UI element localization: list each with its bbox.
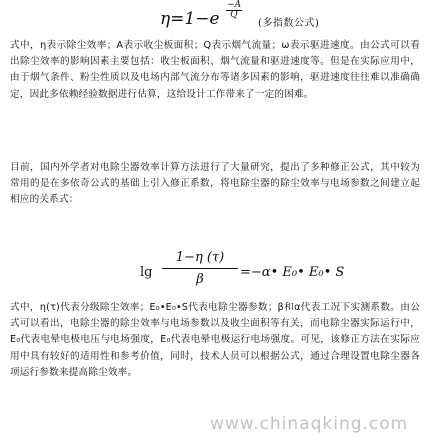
deutsch-formula [0, 0, 429, 34]
formula-fraction [162, 250, 238, 287]
formula-main: η=1−e [160, 9, 220, 29]
watermark-text: www.chinaqking.com [210, 414, 409, 434]
formula-note: (多指数公式) [258, 18, 320, 29]
formula-lg: lg [140, 265, 153, 280]
formula-exponent-denominator: Q [230, 10, 238, 20]
efficiency-formula [140, 250, 360, 298]
formula-exponent-numerator: −A [226, 0, 242, 10]
paragraph-explanation: 式中，η(τ)代表分级除尘效率；E₀•E₀•S代表电除尘器参数；β和α代表工况下实测系数。由公式可以看出，电除尘器的除尘效率与电场参数以及收尘面积等有关，而电除尘器实际运行中，E₀代表电晕电极电压与电场强度，E₀代表电晕电极运行电场强度。可见，该修正方法在实际应用中具有较好的适用性和参考价值，同时，技术人员可以根据公式，通过合理设置电除尘器各项运行参数来提高除尘效率。 [10, 302, 420, 378]
paragraph-definitions: 式中，η表示除尘效率；A表示收尘板面积；Q表示烟气流量；ω表示驱进速度。由公式可以看出除尘效率的影响因素主要包括：收尘板面积、烟气流量和驱进速度等。但是在实际应用中，由于烟气条件、粉尘性质以及电场内部气流分布等诸多因素的影响，驱进速度往往难以准确确定，因此多依赖经验数据进行估算，这给设计工作带来了一定的困难。 [10, 40, 420, 100]
fraction-bar [162, 268, 238, 269]
formula-denominator: β [196, 272, 204, 287]
formula-exponent [226, 1, 242, 20]
paragraph-research: 目前，国内外学者对电除尘器效率计算方法进行了大量研究，提出了多种修正公式，其中较为常用的是在多依奇公式的基础上引入修正系数，将电除尘器的除尘效率与电场参数之间建立起相应的关系式： [10, 162, 420, 206]
formula-numerator: 1−η (τ) [175, 250, 225, 265]
formula-rhs: =−α• E₀• E₀• S [240, 265, 345, 280]
